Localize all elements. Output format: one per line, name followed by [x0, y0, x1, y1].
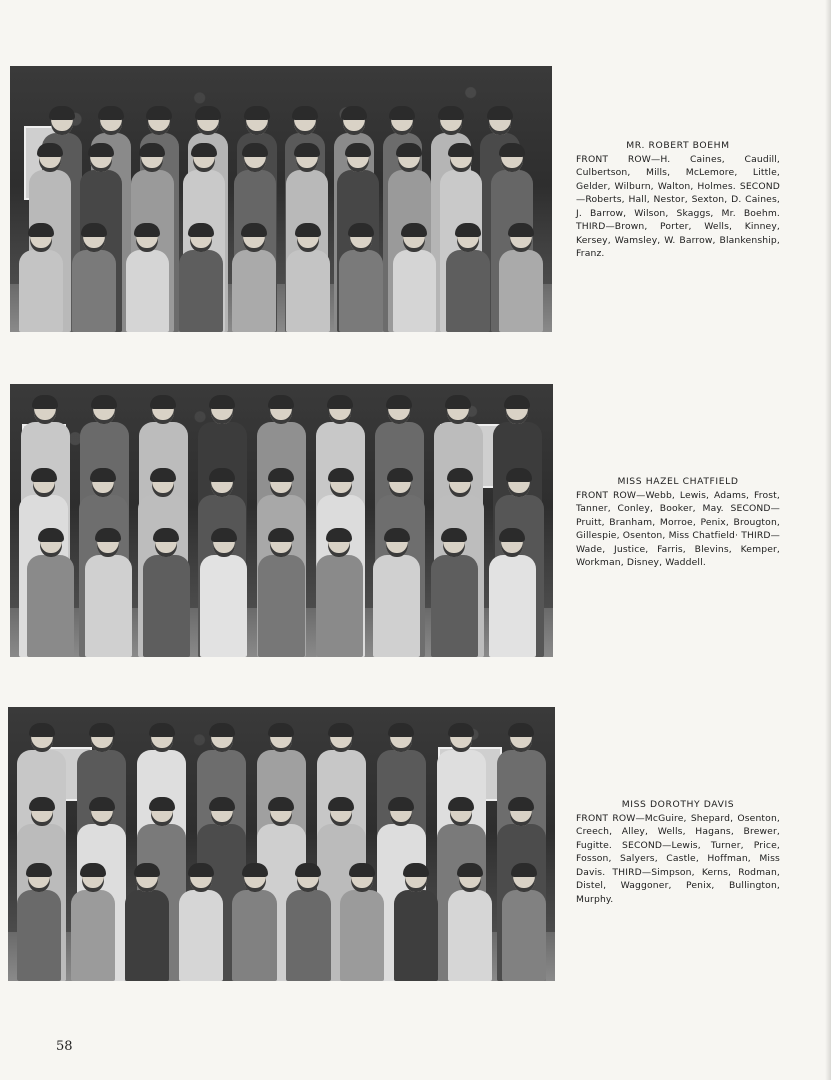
student-figure — [286, 866, 330, 981]
class-photo-2 — [10, 384, 553, 657]
student-figure — [446, 226, 490, 332]
student-figure — [499, 226, 543, 332]
caption-3 — [576, 798, 780, 906]
student-figure — [448, 866, 492, 981]
student-figure — [232, 226, 276, 332]
student-figure — [394, 866, 438, 981]
students-group — [10, 66, 552, 332]
student-figure — [502, 866, 546, 981]
student-figure — [286, 226, 330, 332]
student-figure — [85, 531, 132, 657]
students-group — [8, 707, 555, 981]
class-photo-3 — [8, 707, 555, 981]
student-figure — [19, 226, 63, 332]
class-photo-1 — [10, 66, 552, 332]
student-figure — [373, 531, 420, 657]
roster-text: FRONT ROW—H. Caines, Caudill, Culbertson, Mills, McLemore, Little, Gelder, Wilburn, Walton, Holmes. SECOND—Roberts, Hall, Nestor, Sexton, D. Caines, J. Barrow, Wilson, Skaggs, Mr. Boehm. THIRD—Brown, Porter, Wells, Kinney, Kersey, Wamsley, W. Barrow, Blankenship, Franz. — [576, 153, 780, 259]
student-figure — [27, 531, 74, 657]
student-figure — [393, 226, 437, 332]
student-figure — [143, 531, 190, 657]
roster-text: FRONT ROW—McGuire, Shepard, Osenton, Creech, Alley, Wells, Hagans, Brewer, Fugitte. SECOND—Lewis, Turner, Price, Fosson, Salyers, Castle, Hoffman, Miss Davis. THIRD—Simpson, Kerns, Rodman, Distel, Waggoner, Penix, Bullington, Murphy. — [576, 812, 780, 905]
teacher-name: MISS HAZEL CHATFIELD — [617, 476, 739, 487]
caption-2 — [576, 475, 780, 570]
student-figure — [431, 531, 478, 657]
caption-1 — [576, 139, 780, 261]
teacher-name: MR. ROBERT BOEHM — [626, 140, 730, 151]
student-figure — [179, 866, 223, 981]
page-edge-shadow — [825, 0, 831, 1080]
student-figure — [72, 226, 116, 332]
roster-text: FRONT ROW—Webb, Lewis, Adams, Frost, Tanner, Conley, Booker, May. SECOND—Pruitt, Branham, Morroe, Penix, Brougton, Gillespie, Osenton, Miss Chatfield· THIRD—Wade, Justice, Farris, Blevins, Kemper, Workman, Disney, Waddell. — [576, 489, 780, 568]
teacher-name: MISS DOROTHY DAVIS — [621, 799, 735, 810]
student-figure — [125, 866, 169, 981]
students-group — [10, 384, 553, 657]
student-figure — [489, 531, 536, 657]
student-figure — [71, 866, 115, 981]
student-figure — [17, 866, 61, 981]
student-figure — [316, 531, 363, 657]
page-number: 58 — [56, 1039, 73, 1054]
student-figure — [340, 866, 384, 981]
student-figure — [258, 531, 305, 657]
student-figure — [126, 226, 170, 332]
student-figure — [232, 866, 276, 981]
student-figure — [200, 531, 247, 657]
student-figure — [179, 226, 223, 332]
student-figure — [339, 226, 383, 332]
